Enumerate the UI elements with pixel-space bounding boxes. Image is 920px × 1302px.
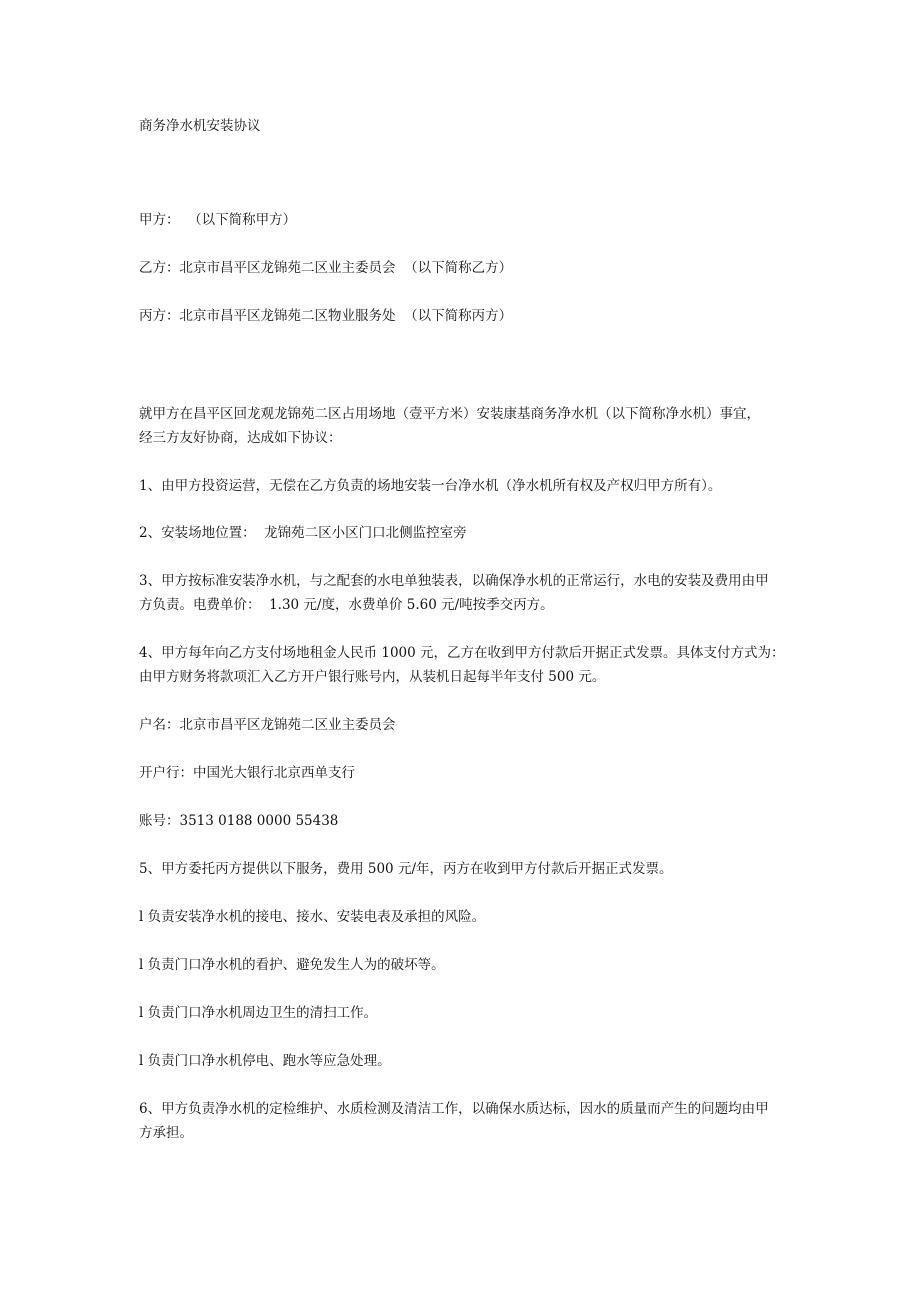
document-title: 商务净水机安装协议 <box>139 118 261 134</box>
clause-3-line-2: 方负责。电费单价： 1.30 元/度，水费单价 5.60 元/吨按季交丙方。 <box>139 597 554 613</box>
clause-2: 2、安装场地位置： 龙锦苑二区小区门口北侧监控室旁 <box>139 525 467 541</box>
service-item: l 负责门口净水机周边卫生的清扫工作。 <box>139 1005 378 1021</box>
party-c: 丙方：北京市昌平区龙锦苑二区物业服务处 （以下简称丙方） <box>139 308 513 324</box>
clause-6-line-2: 方承担。 <box>139 1125 193 1141</box>
clause-6-line-1: 6、甲方负责净水机的定检维护、水质检测及清洁工作，以确保水质达标，因水的质量而产生的问题均由甲 <box>139 1101 769 1117</box>
clause-5: 5、甲方委托丙方提供以下服务，费用 500 元/年，丙方在收到甲方付款后开据正式发票。 <box>139 861 673 877</box>
intro-line-1: 就甲方在昌平区回龙观龙锦苑二区占用场地（壹平方米）安装康基商务净水机（以下简称净水机）事宜， <box>139 406 760 422</box>
clause-4-line-2: 由甲方财务将款项汇入乙方开户银行账号内，从装机日起每半年支付 500 元。 <box>139 669 606 685</box>
service-item: l 负责安装净水机的接电、接水、安装电表及承担的风险。 <box>139 909 486 925</box>
party-a: 甲方： （以下简称甲方） <box>139 212 297 228</box>
bank-name: 开户行：中国光大银行北京西单支行 <box>139 765 355 781</box>
service-item: l 负责门口净水机停电、跑水等应急处理。 <box>139 1053 391 1069</box>
account-name: 户名：北京市昌平区龙锦苑二区业主委员会 <box>139 717 396 733</box>
clause-1: 1、由甲方投资运营，无偿在乙方负责的场地安装一台净水机（净水机所有权及产权归甲方所有）。 <box>139 478 722 494</box>
clause-3-line-1: 3、甲方按标准安装净水机，与之配套的水电单独装表，以确保净水机的正常运行，水电的安装及费用由甲 <box>139 573 769 589</box>
clause-4-line-1: 4、甲方每年向乙方支付场地租金人民币 1000 元，乙方在收到甲方付款后开据正式发票。具体支付方式为： <box>139 645 785 661</box>
intro-line-2: 经三方友好协商，达成如下协议： <box>139 430 342 446</box>
account-number: 账号：3513 0188 0000 55438 <box>139 813 339 829</box>
service-item: l 负责门口净水机的看护、避免发生人为的破坏等。 <box>139 957 445 973</box>
party-b: 乙方：北京市昌平区龙锦苑二区业主委员会 （以下简称乙方） <box>139 260 513 276</box>
